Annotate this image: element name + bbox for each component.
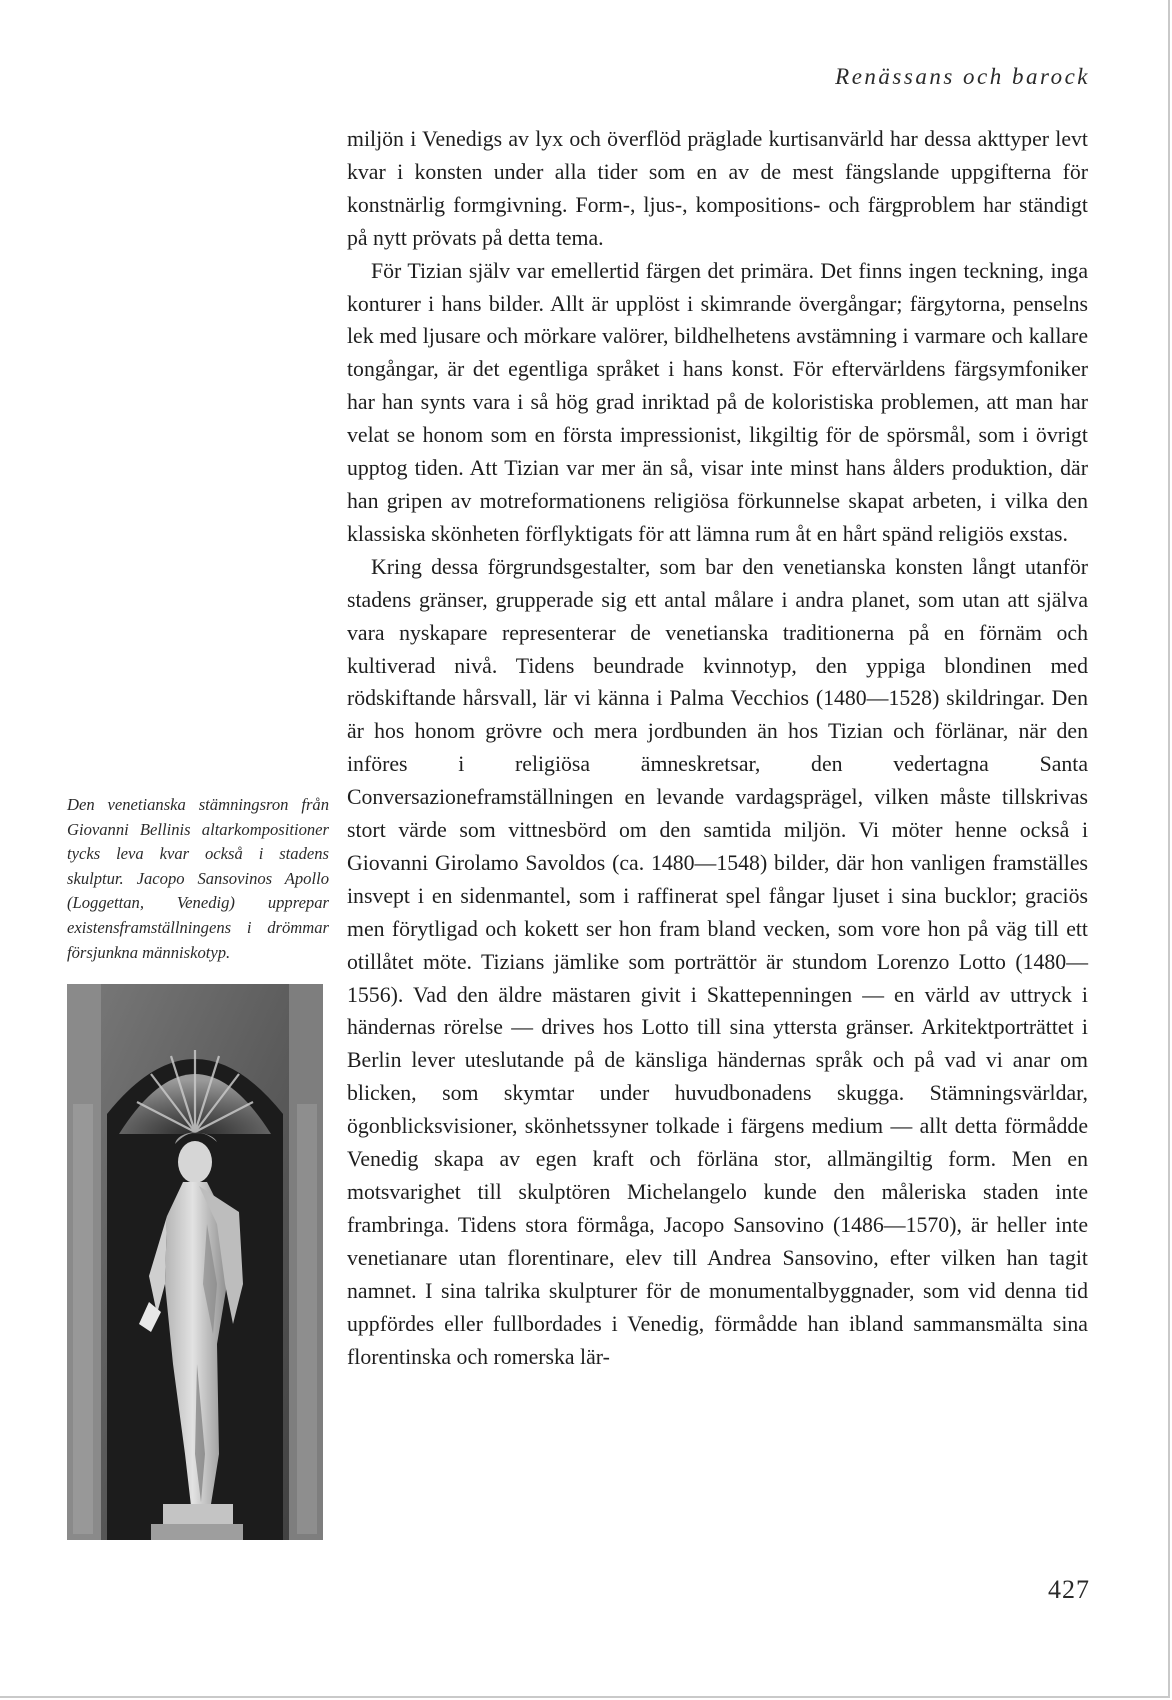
apollo-statue-photo bbox=[67, 984, 323, 1540]
paragraph-1: miljön i Venedigs av lyx och överflöd präglade kurtisanvärld har dessa akttyper levt kvar i konsten under alla tider som en av de mest fängslande uppgifterna för konstnärlig formgivning. Form-, ljus-, kompositions- och färgproblem har ständigt på nytt prövats på detta tema. bbox=[347, 127, 1088, 250]
paragraph-3: Kring dessa förgrundsgestalter, som bar den venetianska konsten långt utanför stadens gränser, grupperade sig ett antal målare i andra planet, som utan att själva vara nyskapare representerar de venetianska traditionerna på en förnäm och kultiverad nivå. Tidens beundrade kvinnotyp, den yppiga blondinen med rödskiftande hårsvall, lär vi känna i Palma Vecchios (1480—1528) skildringar. Den är hos honom grövre och mera jordbunden än hos Tizian och förlänar, när den införes i religiösa ämneskretsar, den vedertagna Santa Conversazioneframställningen en levande vardagsprägel, vilken måste tillskrivas stort värde som vittnesbörd om den samtida miljön. Vi möter henne också i Giovanni Girolamo Savoldos (ca. 1480—1548) bilder, där hon vanligen framställes insvept i en sidenmantel, som i raffinerat spel fångar ljuset i sina bucklor; graciös men förytligad och kokett ser hon fram bland vecken, som vore hon på väg till ett otillåtet möte. Tizians jämlike som porträttör är stundom Lorenzo Lotto (1480—1556). Vad den äldre mästaren givit i Skattepenningen — en värld av uttryck i händernas rörelse — drives hos Lotto till sina yttersta gränser. Arkitektporträttet i Berlin lever uteslutande på de känsliga händernas språk och på vad vi anar om blicken, som skymtar under huvudbonadens skugga. Stämningsvärldar, ögonblicksvisioner, skönhetssyner tolkade i färgens medium — allt detta förmådde Venedig skapa av egen kraft och förläna stor, allmängiltig form. Men en motsvarighet till skulptören Michelangelo kunde den måleriska staden inte frambringa. Tidens stora förmåga, Jacopo Sansovino (1486—1570), är heller inte venetianare utan florentinare, elev till Andrea Sansovino, efter vilken han tagit namnet. I sina talrika skulpturer för de monumentalbyggnader, som vid denna tid uppfördes eller fullbordades i Venedig, förmådde han ibland sammansmälta sina florentinska och romerska lär- bbox=[347, 554, 1088, 1369]
paragraph-2: För Tizian själv var emellertid färgen det primära. Det finns ingen teckning, inga konturer i hans bilder. Allt är upplöst i skimrande övergångar; färgytorna, penselns lek med ljusare och mörkare valörer, bildhelhetens avstämning i varmare och kallare tongångar, är det egentliga språket i hans konst. För eftervärldens färgsymfoniker har han synts vara i så hög grad inriktad på de koloristiska problemen, att man har velat se honom som en första impressionist, likgiltig för de spörsmål, som i övrigt upptog tiden. Att Tizian var mer än så, visar inte minst hans ålders produktion, där han gripen av motreformationens religiösa förkunnelse skapat arbeten, i vilka den klassiska skönheten förflyktigats för att lämna rum åt en hårt spänd religiös exstas. bbox=[347, 258, 1088, 546]
running-head: Renässans och barock bbox=[835, 64, 1090, 89]
figure-caption: Den venetianska stämningsron från Giovanni Bellinis altarkompositioner tycks leva kvar också i stadens skulptur. Jacopo Sansovinos Apollo (Loggettan, Venedig) upprepar existensframställningens i drömmar försjunkna människotyp. bbox=[67, 795, 329, 962]
body-text bbox=[347, 123, 1088, 1373]
statue-illustration bbox=[67, 984, 323, 1540]
page-number: 427 bbox=[1048, 1575, 1090, 1604]
